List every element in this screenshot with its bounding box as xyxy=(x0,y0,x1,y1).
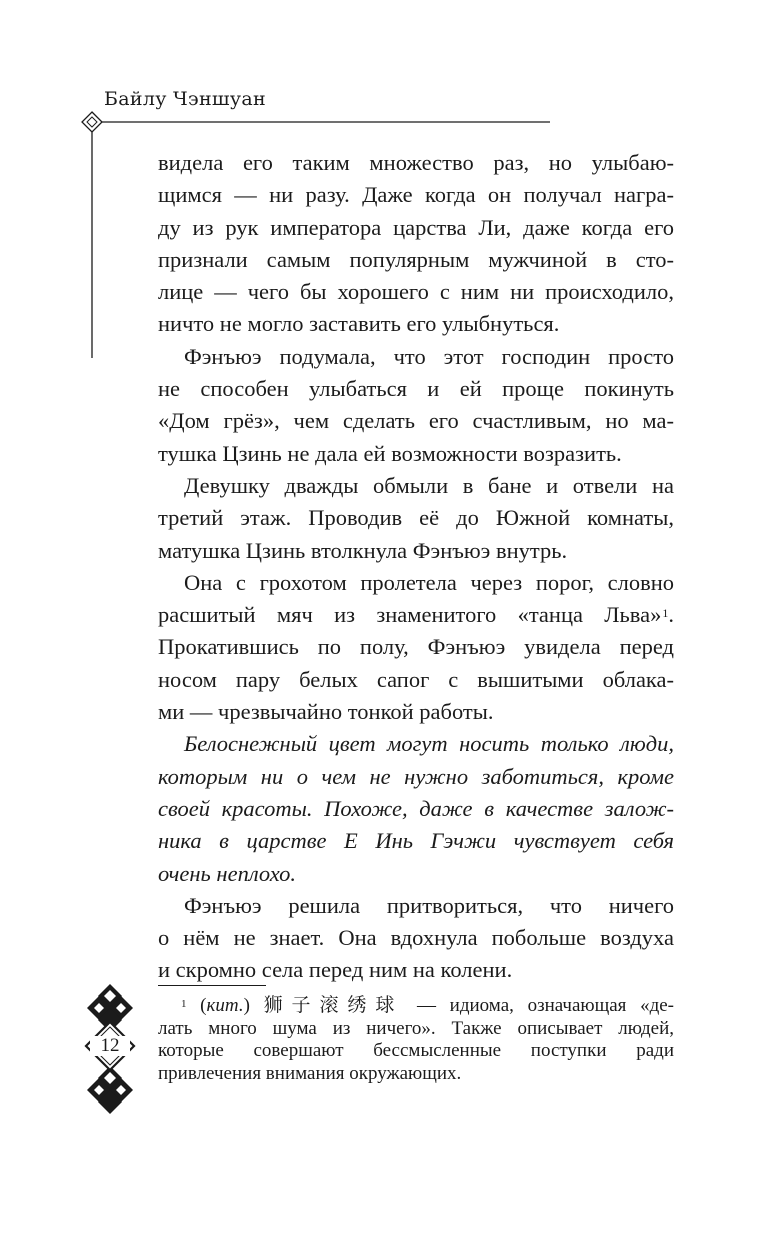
text-line: ми — чрезвычайно тонкой работы. xyxy=(158,699,494,725)
footnote-abbr: кит. xyxy=(206,995,244,1016)
text-line: матушка Цзинь втолкнула Фэнъюэ внутрь. xyxy=(158,537,568,563)
text-line: Фэнъюэ решила притвориться, что ничего xyxy=(184,892,674,918)
footnote-line: которые совершают бессмысленные поступки ради xyxy=(158,1040,674,1062)
footnote-separator xyxy=(158,985,266,986)
footnote-marker: 1 xyxy=(181,998,187,1010)
text-line: носом пару белых сапог с вышитыми облака- xyxy=(158,666,674,692)
text-line: Прокатившись по полу, Фэнъюэ увидела перед xyxy=(158,634,674,660)
text-line: третий этаж. Проводив её до Южной комнаты, xyxy=(158,505,674,531)
text-line: не способен улыбаться и ей проще покинуть xyxy=(158,376,674,402)
paragraph xyxy=(158,567,674,728)
text-line: Девушку дважды обмыли в бане и отвели на xyxy=(184,472,674,498)
text-line: о нём не знает. Она вдохнула побольше воздуха xyxy=(158,925,674,951)
footnote-hanzi: 狮子滚绣球 xyxy=(263,995,404,1016)
text-line: и скромно села перед ним на колени. xyxy=(158,957,513,983)
paragraph xyxy=(158,341,674,470)
footnote-ref: 1 xyxy=(662,606,669,621)
text-line: ничто не могло заставить его улыбнуться. xyxy=(158,311,560,337)
text-line: ду из рук императора царства Ли, даже когда его xyxy=(158,214,674,240)
text-line: лице — чего бы хорошего с ним ни происходило, xyxy=(158,279,674,305)
text-line: Она с грохотом пролетела через порог, словно xyxy=(184,569,674,595)
paragraph xyxy=(158,147,674,341)
text-line: которым ни о чем не нужно заботиться, кроме xyxy=(158,763,674,789)
footnote-line: лать много шума из ничего». Также описывает людей, xyxy=(158,1017,674,1039)
text-line: своей красоты. Похоже, даже в качестве залож- xyxy=(158,795,674,821)
text-segment: расшитый мяч из знаменитого «танца Льва» xyxy=(158,602,662,628)
body-text xyxy=(158,147,674,987)
paragraph xyxy=(158,470,674,567)
text-line: очень неплохо. xyxy=(158,860,296,886)
running-head: Байлу Чэншуан xyxy=(104,88,266,110)
paragraph-italic xyxy=(158,728,674,889)
footnote-line: $^1$ (кит.) 狮子滚绣球 — идиома, означающая «де- xyxy=(181,995,675,1016)
text-line: видела его таким множество раз, но улыбаю- xyxy=(158,150,674,175)
footnote-line: привлечения внимания окружающих. xyxy=(158,1062,462,1084)
text-line: тушка Цзинь не дала ей возможности возразить. xyxy=(158,440,622,466)
text-line: признали самым популярным мужчиной в сто- xyxy=(158,246,674,272)
text-line xyxy=(158,599,674,631)
footnote xyxy=(158,995,674,1085)
text-line: ника в царстве Е Инь Гэчжи чувствует себя xyxy=(158,828,674,854)
footnote-text: — идиома, означающая «де- xyxy=(416,995,675,1016)
paragraph xyxy=(158,890,674,987)
punctuation: . xyxy=(668,602,674,628)
text-line: Фэнъюэ подумала, что этот господин просто xyxy=(184,343,674,369)
page-number: 12 xyxy=(90,1036,130,1056)
text-line: Белоснежный цвет могут носить только люди, xyxy=(184,731,674,757)
text-line: «Дом грёз», чем сделать его счастливым, но ма- xyxy=(158,408,674,434)
text-line: щимся — ни разу. Даже когда он получал награ- xyxy=(158,182,674,208)
